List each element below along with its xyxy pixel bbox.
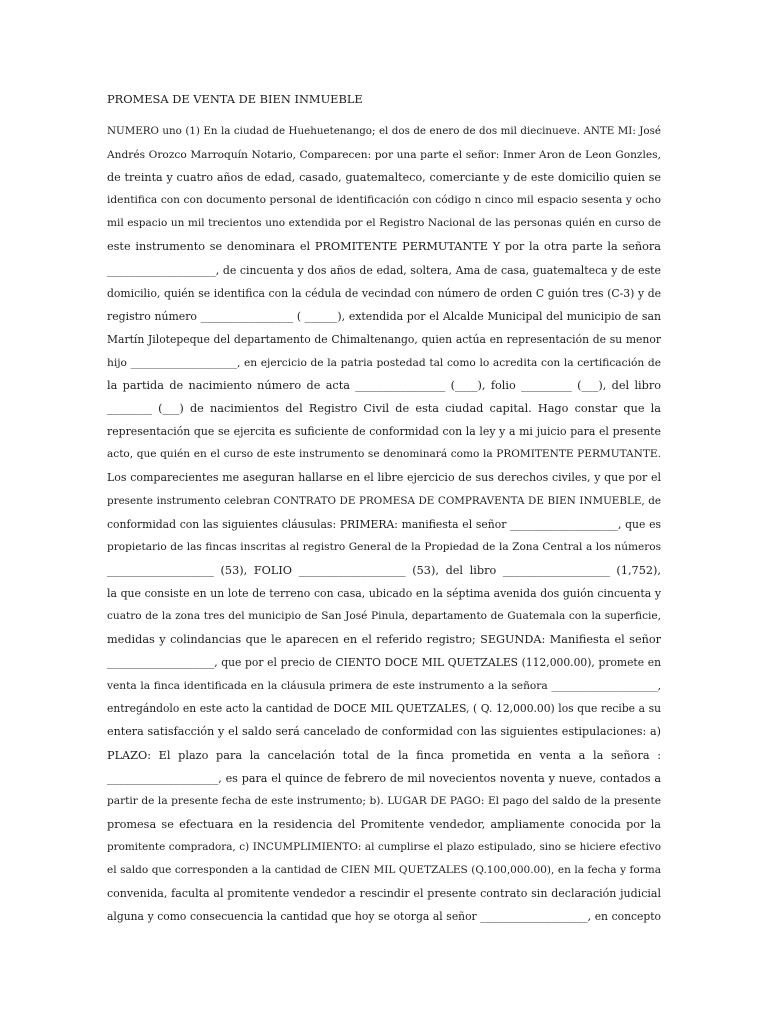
document-line: medidas y colindancias que le aparecen en el referido registro; SEGUNDA: Manifiesta el señor	[107, 633, 661, 647]
document-line: cuatro de la zona tres del municipio de San José Pinula, departamento de Guatemala con la superficie,	[107, 609, 661, 622]
document-line: propietario de las fincas inscritas al registro General de la Propiedad de la Zona Central a los números	[107, 540, 661, 553]
document-line: Los comparecientes me aseguran hallarse en el libre ejercicio de sus derechos civiles, y que por el	[107, 471, 661, 485]
document-line: partir de la presente fecha de este instrumento; b). LUGAR DE PAGO: El pago del saldo de la presente	[107, 794, 661, 807]
document-line: Andrés Orozco Marroquín Notario, Comparecen: por una parte el señor: Inmer Aron de Leon Gonzles,	[107, 148, 661, 162]
document-line: Martín Jilotepeque del departamento de Chimaltenango, quien actúa en representación de su menor	[107, 332, 661, 346]
document-line: ____________________, que por el precio de CIENTO DOCE MIL QUETZALES (112,000.00), promete en	[107, 656, 661, 670]
document-line: registro número _________________ ( ______), extendida por el Alcalde Municipal del municipio de san	[107, 309, 661, 323]
document-line: convenida, faculta al promitente vendedor a rescindir el presente contrato sin declaración judicial	[107, 887, 661, 901]
document-line: promitente compradora, c) INCUMPLIMIENTO: al cumplirse el plazo estipulado, sino se hiciere efectivo	[107, 840, 661, 853]
document-line: el saldo que corresponden a la cantidad de CIEN MIL QUETZALES (Q.100,000.00), en la fecha y forma	[107, 864, 661, 876]
document-line: PLAZO: El plazo para la cancelación total de la finca prometida en venta a la señora :	[107, 748, 661, 762]
document-line: mil espacio un mil trecientos uno extendida por el Registro Nacional de las personas quién en curso de	[107, 217, 661, 230]
document-line: promesa se efectuara en la residencia del Promitente vendedor, ampliamente conocida por la	[107, 817, 661, 831]
document-line: de treinta y cuatro años de edad, casado, guatemalteco, comerciante y de este domicilio quien se	[107, 171, 661, 185]
document-line: ____________________, es para el quince de febrero de mil novecientos noventa y nueve, contados a	[107, 771, 661, 785]
document-line: entera satisfacción y el saldo será cancelado de conformidad con las siguientes estipulaciones: a)	[107, 725, 661, 739]
document-line: conformidad con las siguientes cláusulas: PRIMERA: manifiesta el señor ____________________, que es	[107, 517, 661, 531]
document-line: la que consiste en un lote de terreno con casa, ubicado en la séptima avenida dos guión cincuenta y	[107, 586, 661, 600]
document-title: PROMESA DE VENTA DE BIEN INMUEBLE	[107, 92, 363, 106]
document-line: este instrumento se denominara el PROMITENTE PERMUTANTE Y por la otra parte la señora	[107, 240, 661, 254]
document-line: ___________________ (53), FOLIO ___________________ (53), del libro ___________________ (1,752),	[107, 563, 661, 577]
document-line: entregándolo en este acto la cantidad de DOCE MIL QUETZALES, ( Q. 12,000.00) los que recibe a su	[107, 702, 661, 716]
document-line: domicilio, quién se identifica con la cédula de vecindad con número de orden C guión tres (C-3) y de	[107, 286, 661, 300]
document-line: representación que se ejercita es suficiente de conformidad con la ley y a mi juicio para el presente	[107, 425, 661, 439]
document-line: acto, que quién en el curso de este instrumento se denominará como la PROMITENTE PERMUTANTE.	[107, 448, 661, 461]
document-line: la partida de nacimiento número de acta ________________ (____), folio _________ (___), del libro	[107, 379, 661, 393]
document-line: identifica con con documento personal de identificación con código n cinco mil espacio sesenta y ocho	[107, 194, 661, 207]
document-line: alguna y como consecuencia la cantidad que hoy se otorga al señor ____________________, en concepto	[107, 910, 661, 924]
document-line: venta la finca identificada en la cláusula primera de este instrumento a la señora ____________________,	[107, 679, 661, 693]
document-line: NUMERO uno (1) En la ciudad de Huehuetenango; el dos de enero de dos mil diecinueve. ANTE MI: José	[107, 125, 661, 137]
document-line: ____________________, de cincuenta y dos años de edad, soltera, Ama de casa, guatemalteca y de este	[107, 263, 661, 277]
document-line: ________ (___) de nacimientos del Registro Civil de esta ciudad capital. Hago constar que la	[107, 402, 661, 416]
document-line: hijo ____________________, en ejercicio de la patria postedad tal como lo acredita con la certificación de	[107, 355, 661, 369]
document-body	[107, 120, 661, 928]
document-line: presente instrumento celebran CONTRATO DE PROMESA DE COMPRAVENTA DE BIEN INMUEBLE, de	[107, 494, 661, 507]
